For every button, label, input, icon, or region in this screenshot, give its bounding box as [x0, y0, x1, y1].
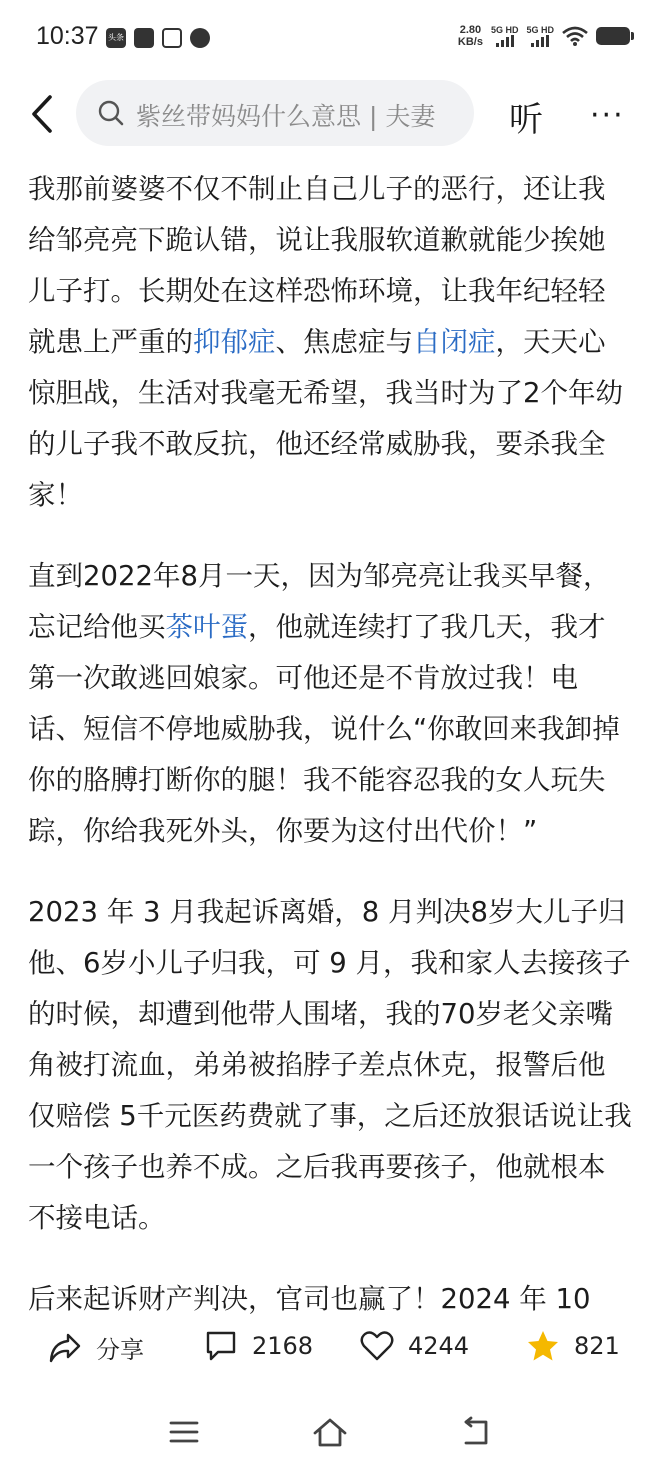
status-notification-icons [106, 28, 210, 48]
comment-count: 2168 [252, 1332, 314, 1360]
article-paragraph-3: 2023 年 3 月我起诉离婚，8 月判决8岁大儿子归他、6岁小儿子归我，可 9 月，我和家人去接孩子的时候，却遭到他带人围堵，我的70岁老父亲嘴角被打流血，弟弟被掐脖子差点休克，报警后他仅赔偿 5千元医药费就了事，之后还放狠话说让我一个孩子也养不成。之后我再要孩子，他就根本不接电话。 [28, 896, 632, 1234]
link-autism[interactable]: 自闭症 [413, 326, 496, 358]
comment-button[interactable] [204, 1330, 313, 1362]
signal-2-bars-icon [531, 35, 549, 47]
wifi-icon [562, 26, 588, 46]
signal-1 [491, 25, 519, 47]
listen-button[interactable]: 听 [509, 100, 543, 140]
signal-2 [526, 25, 554, 47]
article-body [28, 164, 632, 1355]
article-paragraph-4: 后来起诉财产判决，官司也赢了！2024 年 10 [28, 1283, 591, 1315]
share-icon [48, 1332, 82, 1364]
search-box[interactable] [76, 80, 474, 146]
paragraph-1-text-c: ，天天心惊胆战，生活对我毫无希望，我当时为了2个年幼的儿子我不敢反抗，他还经常威胁我，要杀我全家！ [28, 326, 623, 511]
like-count: 4244 [408, 1332, 470, 1360]
link-tea-egg[interactable]: 茶叶蛋 [165, 611, 248, 643]
paragraph-2-text-a: 直到2022年8月一天，因为邹亮亮让我买早餐，忘记给他买 [28, 560, 611, 643]
article-action-bar [0, 1316, 660, 1388]
share-label: 分享 [96, 1336, 144, 1364]
favorite-count: 821 [574, 1332, 620, 1360]
message-icon [134, 28, 154, 48]
status-right-icons [458, 24, 630, 48]
signal-1-bars-icon [496, 35, 514, 47]
battery-icon [596, 27, 630, 45]
search-placeholder: 紫丝带妈妈什么意思 | 夫妻 [136, 102, 436, 131]
network-speed-unit: KB/s [457, 36, 483, 48]
favorite-button[interactable] [526, 1330, 620, 1362]
paragraph-1-text-a: 我那前婆婆不仅不制止自己儿子的恶行，还让我给邹亮亮下跪认错，说让我服软道歉就能少挨她儿子打。长期处在这样恐怖环境，让我年纪轻轻就患上严重的 [28, 173, 606, 358]
top-nav [0, 76, 660, 152]
star-icon [526, 1330, 560, 1362]
search-icon [98, 100, 124, 126]
back-nav-icon[interactable] [460, 1416, 492, 1448]
comment-icon [204, 1330, 238, 1362]
app-badge-icon [162, 28, 182, 48]
leaf-app-icon [190, 28, 210, 48]
toutiao-app-icon: 头条 [106, 28, 126, 48]
link-depression[interactable]: 抑郁症 [193, 326, 276, 358]
signal-2-label: 5G HD [526, 25, 554, 35]
paragraph-2-text-b: ，他就连续打了我几天，我才第一次敢逃回娘家。可他还是不肯放过我！电话、短信不停地威胁我，说什么“你敢回来我卸掉你的胳膊打断你的腿！我不能容忍我的女人玩失踪，你给我死外头，你要为这付出代价！” [28, 611, 620, 847]
network-speed [458, 24, 483, 48]
status-bar [0, 0, 660, 76]
home-icon[interactable] [312, 1416, 348, 1448]
like-button[interactable] [360, 1330, 469, 1362]
article-paragraph-2 [28, 551, 632, 857]
paragraph-1-text-b: 、焦虑症与 [275, 326, 413, 358]
more-options-icon[interactable]: ··· [590, 98, 625, 133]
menu-icon[interactable] [168, 1416, 200, 1448]
article-paragraph-1 [28, 164, 632, 521]
back-arrow-icon[interactable] [26, 94, 60, 134]
system-nav-bar [0, 1400, 660, 1472]
network-speed-value: 2.80 [459, 24, 482, 36]
heart-icon [360, 1330, 394, 1362]
status-time: 10:37 [36, 22, 99, 50]
signal-1-label: 5G HD [490, 25, 519, 35]
share-button[interactable] [48, 1330, 144, 1365]
